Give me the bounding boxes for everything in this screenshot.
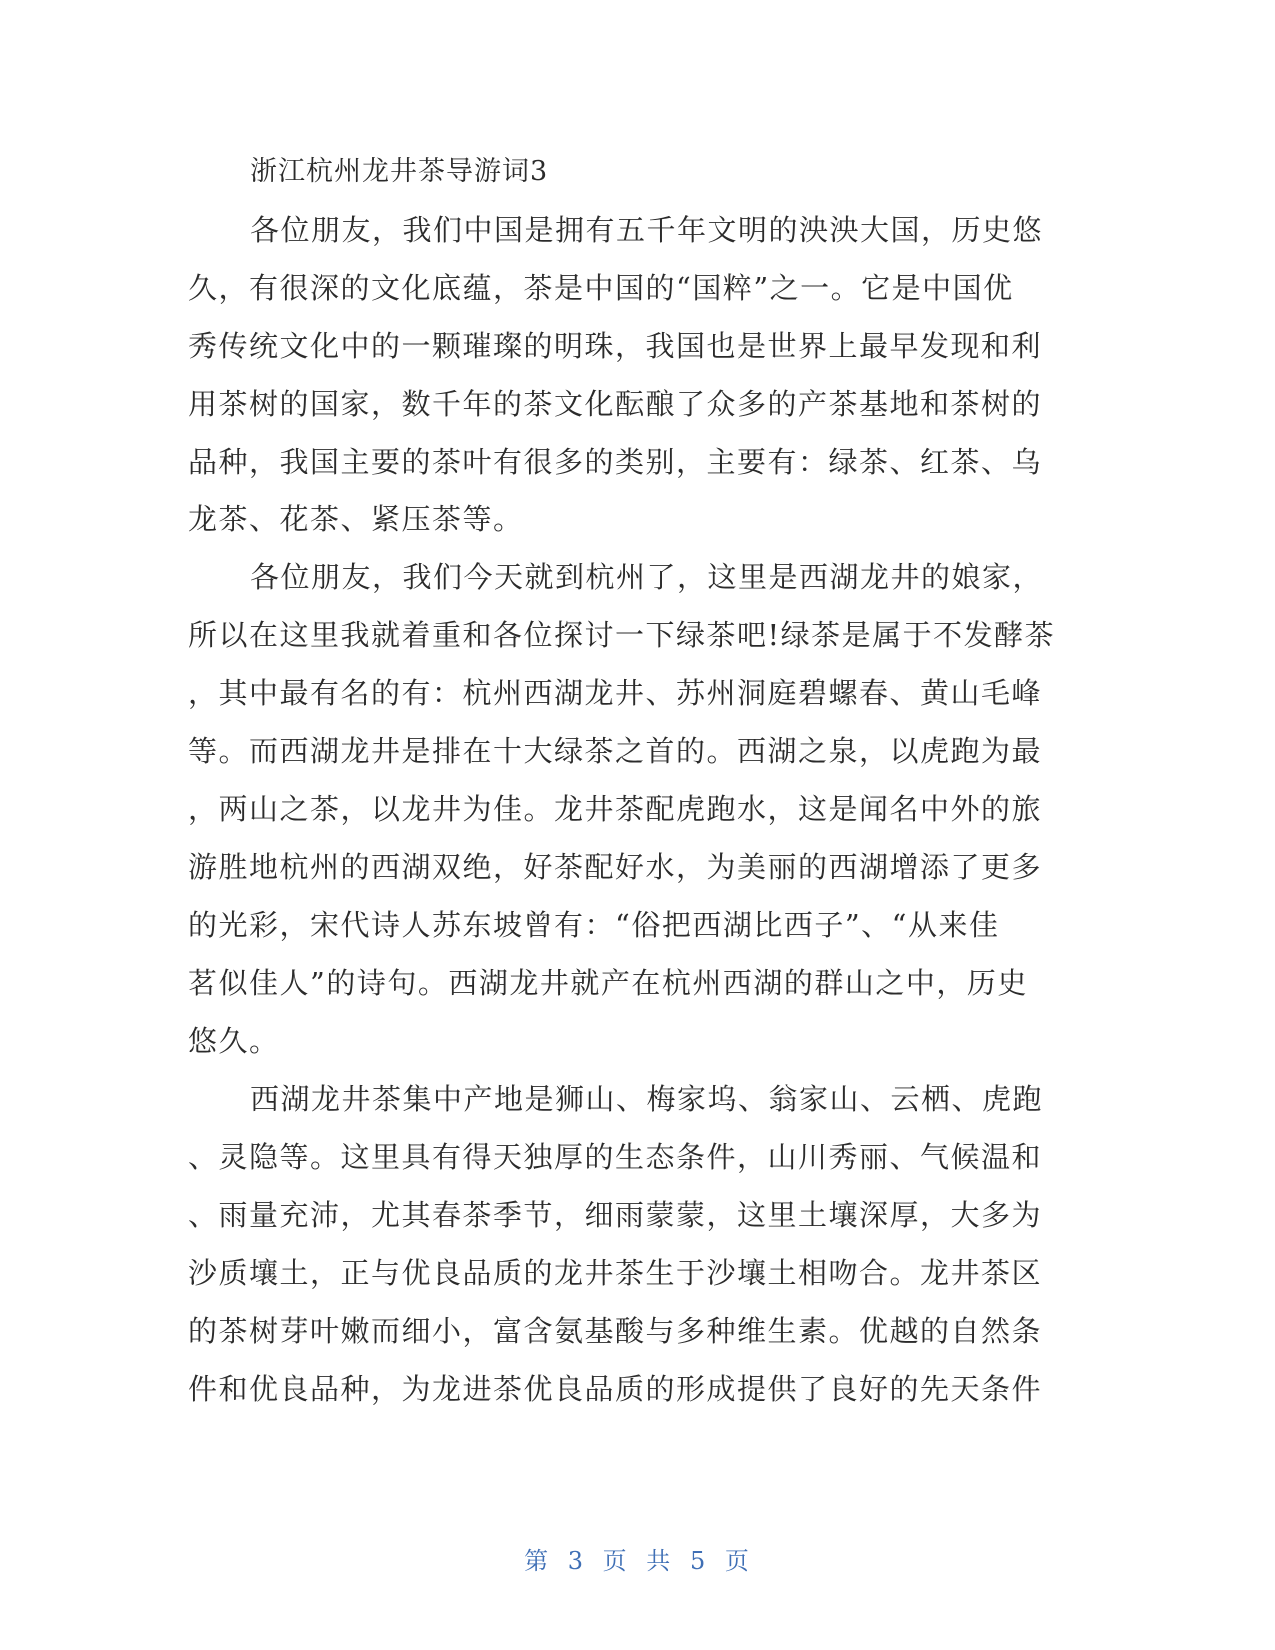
paragraph-1-line-3: 秀传统文化中的一颗璀璨的明珠，我国也是世界上最早发现和利 (188, 329, 1043, 363)
paragraph-1-line-4: 用茶树的国家，数千年的茶文化酝酿了众多的产茶基地和茶树的 (188, 387, 1043, 421)
paragraph-3-line-5: 的茶树芽叶嫩而细小，富含氨基酸与多种维生素。优越的自然条 (188, 1314, 1043, 1348)
paragraph-1-line-6: 龙茶、花茶、紧压茶等。 (188, 502, 524, 536)
paragraph-1-line-5: 品种，我国主要的茶叶有很多的类别，主要有：绿茶、红茶、乌 (188, 445, 1043, 479)
paragraph-3-line-1: 西湖龙井茶集中产地是狮山、梅家坞、翁家山、云栖、虎跑 (250, 1082, 1044, 1116)
paragraph-2-line-2: 所以在这里我就着重和各位探讨一下绿茶吧!绿茶是属于不发酵茶 (188, 618, 1056, 652)
paragraph-2-line-5: ，两山之茶，以龙井为佳。龙井茶配虎跑水，这是闻名中外的旅 (188, 792, 1043, 826)
paragraph-3-line-6: 件和优良品种，为龙进茶优良品质的形成提供了良好的先天条件 (188, 1372, 1043, 1406)
paragraph-2-line-7: 的光彩，宋代诗人苏东坡曾有：“俗把西湖比西子”、“从来佳 (188, 908, 1000, 942)
paragraph-2-line-6: 游胜地杭州的西湖双绝，好茶配好水，为美丽的西湖增添了更多 (188, 850, 1043, 884)
paragraph-2-line-3: ，其中最有名的有：杭州西湖龙井、苏州洞庭碧螺春、黄山毛峰 (188, 676, 1043, 710)
paragraph-2-line-4: 等。而西湖龙井是排在十大绿茶之首的。西湖之泉，以虎跑为最 (188, 734, 1043, 768)
paragraph-2-line-9: 悠久。 (188, 1024, 280, 1058)
paragraph-3-line-4: 沙质壤土，正与优良品质的龙井茶生于沙壤土相吻合。龙井茶区 (188, 1256, 1043, 1290)
paragraph-2-line-8: 茗似佳人”的诗句。西湖龙井就产在杭州西湖的群山之中，历史 (188, 966, 1028, 1000)
paragraph-3-line-2: 、灵隐等。这里具有得天独厚的生态条件，山川秀丽、气候温和 (188, 1140, 1043, 1174)
paragraph-1-line-2: 久，有很深的文化底蕴，茶是中国的“国粹”之一。它是中国优 (188, 271, 1014, 305)
paragraph-2-line-1: 各位朋友，我们今天就到杭州了，这里是西湖龙井的娘家， (250, 560, 1044, 594)
document-title: 浙江杭州龙井茶导游词3 (250, 156, 549, 187)
paragraph-1-line-1: 各位朋友，我们中国是拥有五千年文明的泱泱大国，历史悠 (250, 213, 1044, 247)
page-number-footer: 第 3 页 共 5 页 (524, 1547, 751, 1575)
paragraph-3-line-3: 、雨量充沛，尤其春茶季节，细雨蒙蒙，这里土壤深厚，大多为 (188, 1198, 1043, 1232)
